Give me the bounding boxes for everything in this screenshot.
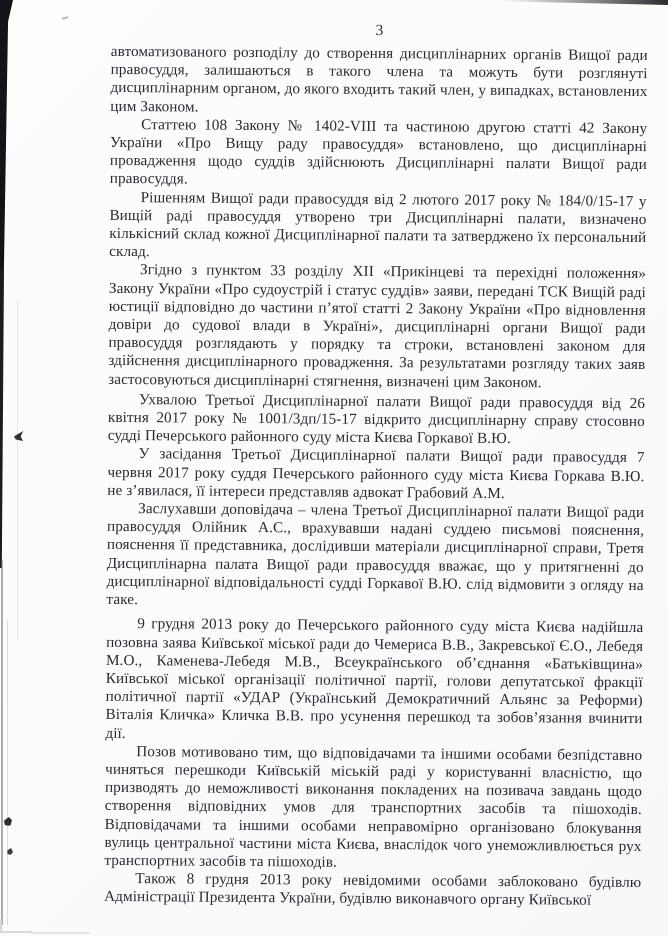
paper-crease-line — [17, 300, 18, 640]
body-paragraph: Рішенням Вищої ради правосуддя від 2 лютого 2017 року № 184/0/15-17 у Вищій раді правосуддя утворено три Дисциплінарні палати, визначено кількісний склад кожної Дисциплінарної палати та затверджено їх персональний склад. — [109, 188, 647, 261]
margin-ink-mark — [14, 431, 23, 441]
body-paragraph: Ухвалою Третьої Дисциплінарної палати Вищої ради правосуддя від 26 квітня 2017 року № 1001/3дп/15-17 відкрито дисциплінарну справу стосовно судді Печерського районного суду міста Києва Горкавої В.Ю. — [107, 390, 646, 448]
document-text-block — [104, 20, 648, 911]
body-paragraph: 9 грудня 2013 року до Печерського районного суду міста Києва надійшла позовна заява Київської міської ради до Чемериса В.В., Закревської Є.О., Лебедя М.О., Каменева-Лебедя М.В., Всеукраїнського об’єднання «Батьківщина» Київської міської організації політичної партії, голови депутатської фракції політичної партії «УДАР (Український Демократичний Альянс за Реформи) Віталія Кличка» Кличка В.В. про усунення перешкод та зобов’язання вчинити дії. — [105, 615, 644, 742]
body-paragraph: Позов мотивовано тим, що відповідачами та іншими особами безпідставно чиняться перешкоди Київській міській раді у користуванні власністю, що призводять до неможливості виконання покладених на позивача завдань щодо створення відповідних умов для транспортних засобів та пішоходів. Відповідачами та іншими особами неправомірно організовано блокування вулиць центральної частини міста Києва, внаслідок чого унеможливлюється рух транспортних засобів та пішоходів. — [104, 742, 643, 871]
page-number: 3 — [375, 21, 384, 40]
scan-edge-top-right-line — [500, 0, 668, 5]
body-paragraph: Згідно з пунктом 33 розділу XII «Прикінцеві та перехідні положення» Закону України «Про судоустрій і статус суддів» заяви, передані ТСК Вищій раді юстиції відповідно до частини п’ятої статті 2 Закону України «Про відновлення довіри до судової влади в Україні», дисциплінарні органи Вищої ради правосуддя розглядають у порядку та строки, встановлені законом для здійснення дисциплінарного провадження. За результатами розгляду таких заяв застосовуються дисциплінарні стягнення, визначені цим Законом. — [108, 261, 647, 391]
paper-crease-line — [7, 620, 8, 925]
body-paragraph: Статтею 108 Закону № 1402-VIII та частиною другою статті 42 Закону України «Про Вищу раду правосуддя» встановлено, що дисциплінарні провадження щодо суддів здійснюють Дисциплінарні палати Вищої ради правосуддя. — [109, 115, 648, 188]
scan-corner-shadow — [0, 919, 32, 933]
scan-speck — [62, 16, 68, 19]
margin-ink-mark — [4, 817, 12, 826]
scan-smudge — [30, 932, 90, 934]
margin-ink-mark — [7, 848, 13, 855]
body-paragraph: автоматизованого розподілу до створення дисциплінарних органів Вищої ради правосуддя, залишаються в такого члена та можуть бути розглянуті дисциплінарним органом, до якого входить такий член, у випадках, встановлених цим Законом. — [110, 42, 648, 116]
body-paragraph: Також 8 грудня 2013 року невідомими особами заблоковано будівлю Адміністрації Президента України, будівлю виконавчого органу Київської — [104, 870, 642, 910]
scan-edge-left-taper — [0, 268, 4, 568]
scan-edge-left-line — [1, 560, 3, 925]
scan-edge-left-strip — [0, 0, 13, 270]
body-paragraph: Заслухавши доповідача – члена Третьої Дисциплінарної палати Вищої ради правосуддя Олійник А.С., врахувавши надані суддею письмові пояснення, пояснення її представника, дослідивши матеріали дисциплінарної справи, Третя Дисциплінарна палата Вищої ради правосуддя вважає, що у притягненні до дисциплінарної відповідальності судді Горкавої В.Ю. слід відмовити з огляду на таке. — [106, 500, 645, 609]
body-paragraph: У засідання Третьої Дисциплінарної палати Вищої ради правосуддя 7 червня 2017 року суддя Печерського районного суду міста Києва Горкава В.Ю. не з’явилася, її інтереси представляв адвокат Грабовий А.М. — [107, 445, 645, 502]
